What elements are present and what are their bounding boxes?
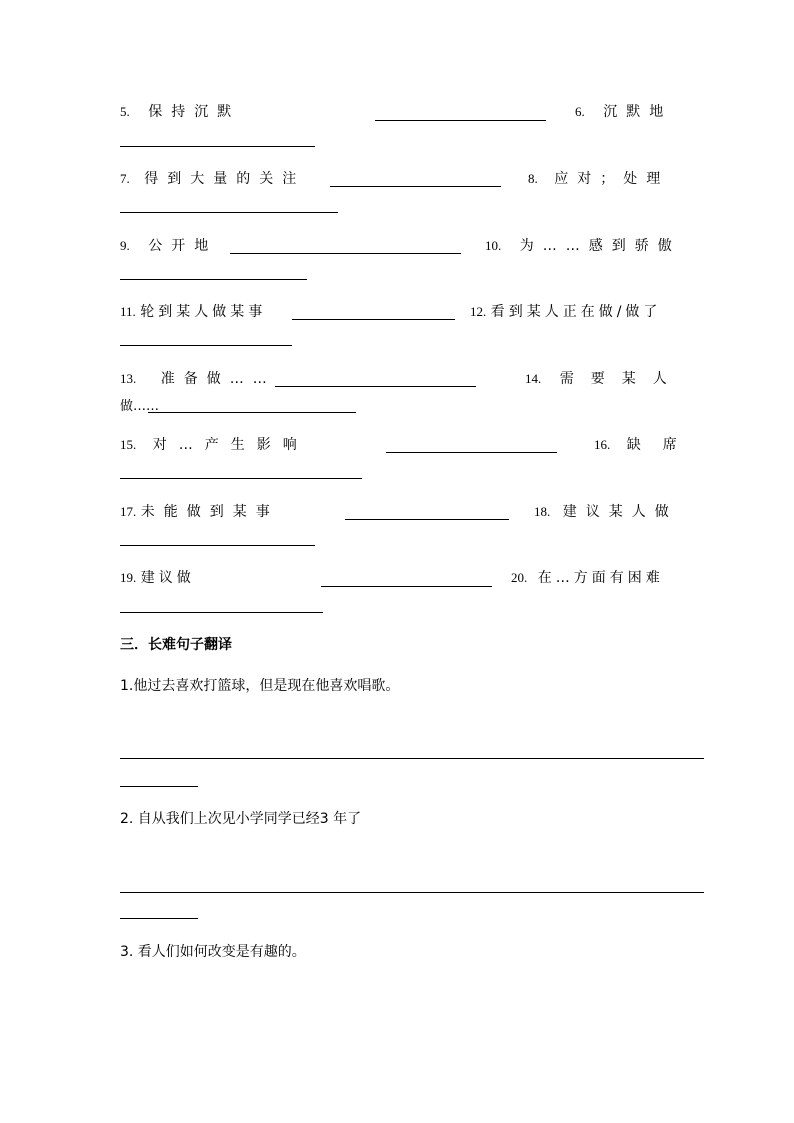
section-heading: 三．长难句子翻译: [120, 637, 232, 653]
item-17: 17. 未能做到某事: [120, 504, 279, 520]
item-16: 16. 缺席: [594, 437, 699, 453]
answer-line-18[interactable]: [120, 545, 315, 546]
item-8: 8. 应对；处理: [528, 171, 670, 187]
item-14: 14. 需要某人: [525, 371, 684, 387]
answer-line-19[interactable]: [321, 586, 492, 587]
translation-line-2[interactable]: [120, 892, 704, 893]
item-20: 20. 在…方面有困难: [511, 570, 664, 586]
answer-line-12[interactable]: [120, 345, 292, 346]
answer-line-16[interactable]: [120, 478, 362, 479]
sentence-2: 2. 自从我们上次见小学同学已经3 年了: [120, 811, 362, 827]
answer-line-10[interactable]: [120, 279, 307, 280]
answer-line-17[interactable]: [345, 519, 509, 520]
sentence-3: 3. 看人们如何改变是有趣的。: [120, 944, 306, 960]
item-5: 5. 保持沉默: [120, 104, 241, 120]
answer-line-9[interactable]: [230, 253, 461, 254]
item-14-cont: 做……: [120, 399, 160, 414]
item-10: 10. 为……感到骄傲: [485, 238, 681, 254]
answer-line-5[interactable]: [375, 120, 546, 121]
item-18: 18. 建议某人做: [534, 504, 678, 520]
item-11: 11. 轮到某人做某事: [120, 304, 267, 320]
item-15: 15. 对…产生影响: [120, 437, 309, 453]
item-12: 12. 看到某人正在做/做了: [470, 304, 662, 320]
translation-line-1-end[interactable]: [120, 786, 198, 787]
answer-line-20[interactable]: [120, 612, 323, 613]
answer-line-6[interactable]: [120, 146, 315, 147]
translation-line-2-end[interactable]: [120, 918, 198, 919]
item-9: 9. 公开地: [120, 238, 218, 254]
item-13: 13. 准备做……: [120, 371, 276, 387]
sentence-1: 1.他过去喜欢打篮球，但是现在他喜欢唱歌。: [120, 678, 400, 694]
answer-line-13[interactable]: [275, 386, 476, 387]
answer-line-14[interactable]: [148, 412, 356, 413]
item-6: 6. 沉默地: [575, 104, 673, 120]
item-7: 7. 得到大量的关注: [120, 171, 306, 187]
translation-line-1[interactable]: [120, 758, 704, 759]
answer-line-7[interactable]: [330, 186, 501, 187]
answer-line-11[interactable]: [292, 319, 455, 320]
answer-line-8[interactable]: [120, 212, 338, 213]
answer-line-15[interactable]: [386, 452, 557, 453]
item-19: 19. 建议做: [120, 570, 195, 586]
